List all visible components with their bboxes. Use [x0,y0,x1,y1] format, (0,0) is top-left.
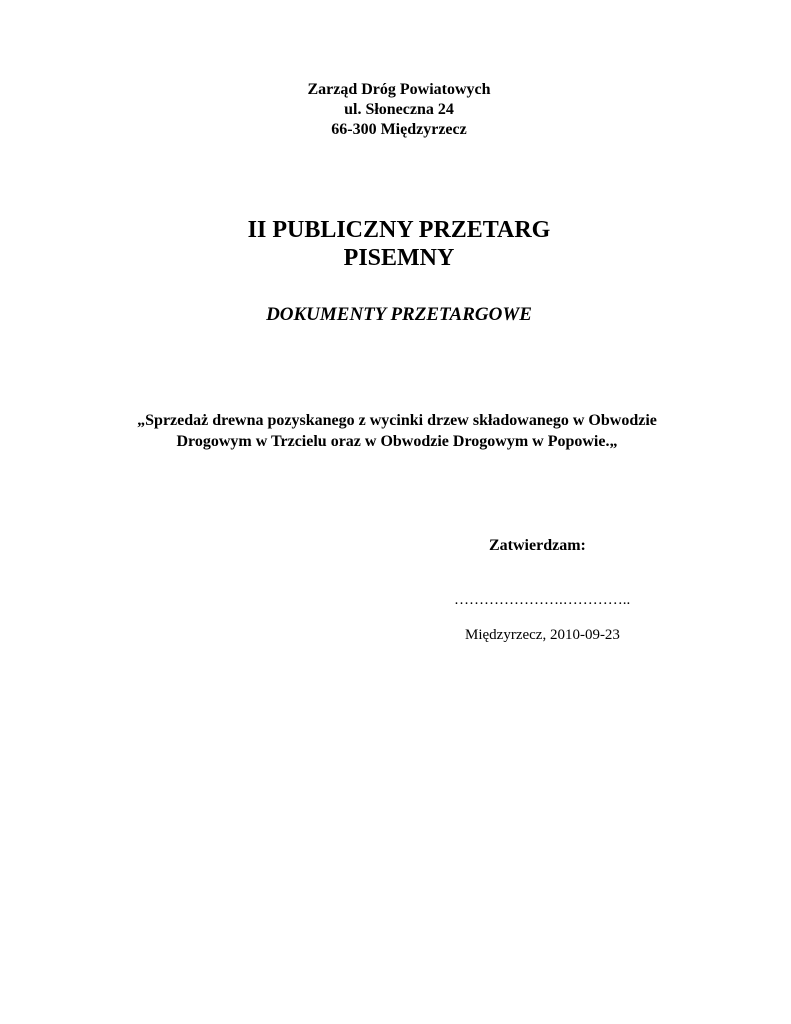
subject-line-2: Drogowym w Trzcielu oraz w Obwodzie Drogowym w Popowie.„ [176,433,618,450]
place-and-date: Międzyrzecz, 2010-09-23 [465,627,620,643]
tender-subject [0,410,791,452]
document-title [0,216,791,272]
issuer-street: ul. Słoneczna 24 [344,101,454,118]
signature-line: ………………….………….. [454,592,631,608]
approval-label: Zatwierdzam: [489,537,586,554]
issuer-city: 66-300 Międzyrzecz [331,121,467,138]
title-line-2: PISEMNY [343,245,455,271]
subject-line-1: „Sprzedaż drewna pozyskanego z wycinki drzew składowanego w Obwodzie [137,412,657,429]
title-line-1: II PUBLICZNY PRZETARG [247,217,551,243]
issuer-block [0,80,791,140]
issuer-name: Zarząd Dróg Powiatowych [307,81,491,98]
document-subtitle: DOKUMENTY PRZETARGOWE [266,304,532,325]
